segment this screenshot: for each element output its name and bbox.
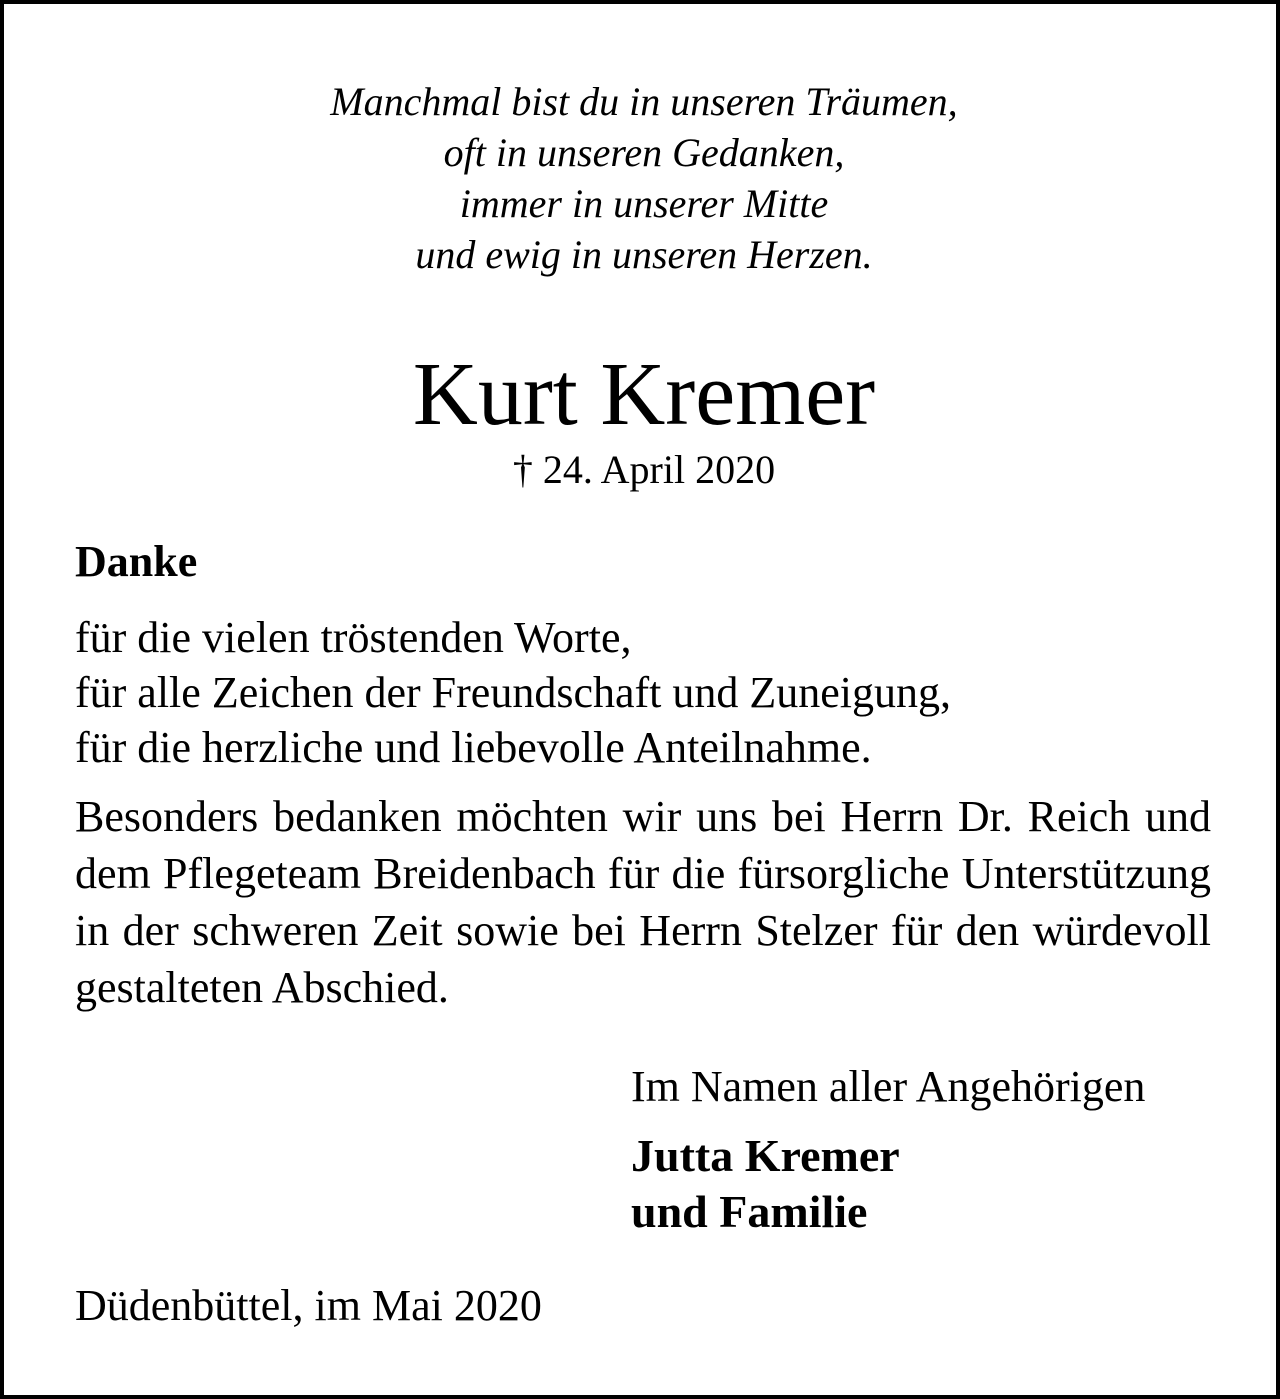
thanks-heading: Danke: [75, 537, 198, 586]
thanks-line: für alle Zeichen der Freundschaft und Zuneigung,: [75, 668, 952, 717]
thanks-line: für die vielen tröstenden Worte,: [75, 613, 632, 662]
death-date: † 24. April 2020: [512, 447, 776, 492]
thanks-line: für die herzliche und liebevolle Anteilnahme.: [75, 723, 872, 772]
signer-names: [631, 1128, 900, 1240]
thanks-list: [75, 610, 1215, 775]
poem-line: immer in unserer Mitte: [459, 181, 829, 226]
poem-line: und ewig in unseren Herzen.: [415, 232, 873, 277]
poem-line: Manchmal bist du in unseren Träumen,: [330, 79, 958, 124]
signer-line: und Familie: [631, 1186, 868, 1237]
place-and-date: Düdenbüttel, im Mai 2020: [75, 1281, 542, 1330]
signoff-intro: Im Namen aller Angehörigen: [631, 1062, 1146, 1111]
memorial-poem: [4, 76, 1280, 280]
deceased-name: Kurt Kremer: [412, 345, 876, 444]
poem-line: oft in unseren Gedanken,: [443, 130, 845, 175]
special-thanks-paragraph: Besonders bedanken möchten wir uns bei Herrn Dr. Reich und dem Pflegeteam Breidenbach für die fürsorgliche Unterstützung in der schweren Zeit sowie bei Herrn Stelzer für den würdevoll gestalteten Abschied.: [75, 792, 1211, 1012]
signer-line: Jutta Kremer: [631, 1130, 900, 1181]
